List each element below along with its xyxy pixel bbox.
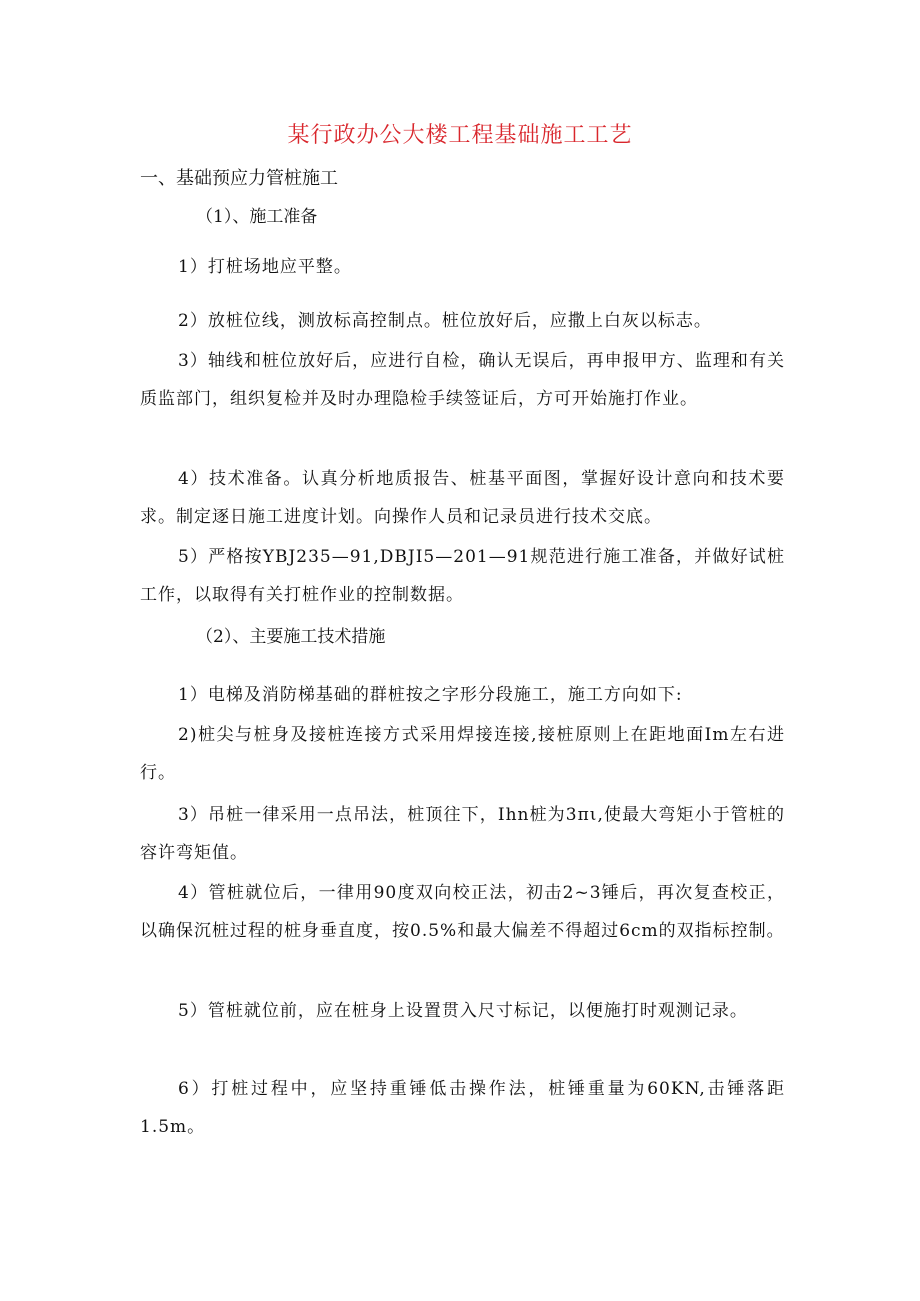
document-title: 某行政办公大楼工程基础施工工艺 [287, 123, 633, 148]
paragraph-prep-5: 5）严格按YBJ235—91,DBJI5—201—91规范进行施工准备，并做好试桩工作，以取得有关打桩作业的控制数据。 [140, 547, 785, 605]
paragraph-measure-1: 1）电梯及消防梯基础的群桩按之字形分段施工，施工方向如下: [178, 685, 683, 705]
paragraph-prep-2: 2）放桩位线，测放标高控制点。桩位放好后，应撒上白灰以标志。 [178, 311, 712, 331]
paragraph-measure-5: 5）管桩就位前，应在桩身上设置贯入尺寸标记，以便施打时观测记录。 [178, 1001, 748, 1021]
paragraph-measure-3: 3）吊桩一律采用一点吊法，桩顶往下，Ihn桩为3πι,使最大弯矩小于管桩的容许弯矩值。 [140, 805, 785, 863]
paragraph-measure-6: 6）打桩过程中，应坚持重锤低击操作法，桩锤重量为60KN,击锤落距1.5m。 [140, 1079, 785, 1137]
paragraph-prep-3: 3）轴线和桩位放好后，应进行自检，确认无误后，再申报甲方、监理和有关质监部门，组织复检并及时办理隐检手续签证后，方可开始施打作业。 [140, 351, 785, 409]
paragraph-measure-4: 4）管桩就位后，一律用90度双向校正法，初击2~3锤后，再次复查校正，以确保沉桩过程的桩身垂直度，按0.5%和最大偏差不得超过6cm的双指标控制。 [140, 883, 785, 941]
section-heading-1: 一、基础预应力管桩施工 [140, 168, 338, 189]
subsection-heading-measures: （2）、主要施工技术措施 [196, 627, 386, 647]
paragraph-prep-4: 4）技术准备。认真分析地质报告、桩基平面图，掌握好设计意向和技术要求。制定逐日施工进度计划。向操作人员和记录员进行技术交底。 [140, 469, 785, 527]
paragraph-measure-2: 2)桩尖与桩身及接桩连接方式采用焊接连接,接桩原则上在距地面Im左右进行。 [140, 725, 785, 783]
subsection-heading-preparation: （1）、施工准备 [196, 207, 318, 227]
paragraph-prep-1: 1）打桩场地应平整。 [178, 257, 352, 277]
